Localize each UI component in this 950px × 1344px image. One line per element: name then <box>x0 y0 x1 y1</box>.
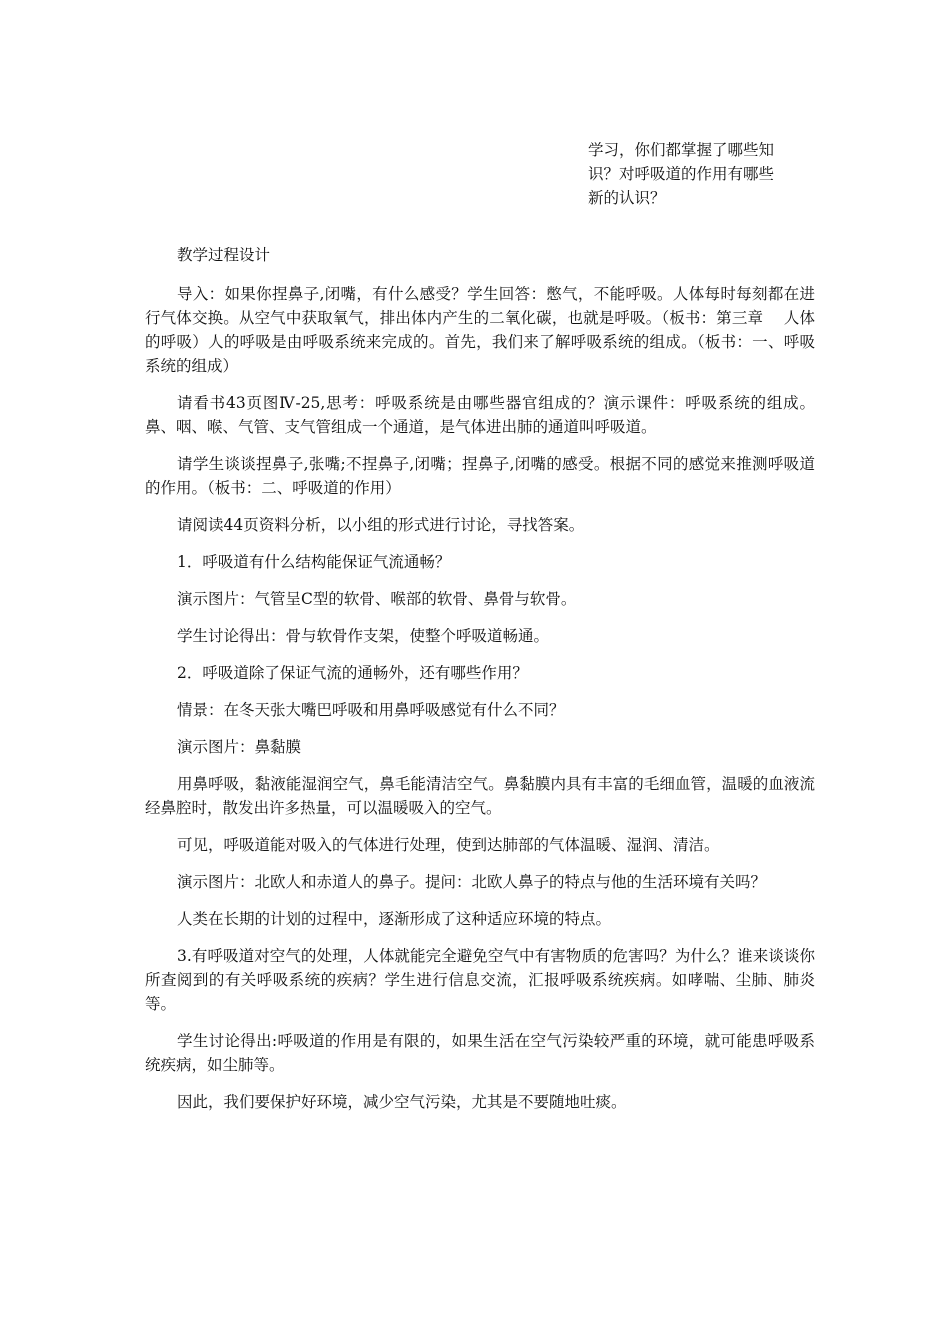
side-note-line: 学习，你们都掌握了哪些知 <box>588 141 775 159</box>
paragraph-nose-breathing: 用鼻呼吸，黏液能湿润空气，鼻毛能清洁空气。鼻黏膜内具有丰富的毛细血管，温暖的血液流经鼻腔时，散发出许多热量，可以温暖吸入的空气。 <box>145 775 815 817</box>
paragraph-textbook-figure: 请看书43页图Ⅳ-25,思考：呼吸系统是由哪些器官组成的？演示课件：呼吸系统的组成。鼻、咽、喉、气管、支气管组成一个通道，是气体进出肺的通道叫呼吸道。 <box>145 394 815 436</box>
paragraph-airway-processing: 可见，呼吸道能对吸入的气体进行处理，使到达肺部的气体温暖、湿润、清洁。 <box>177 836 720 854</box>
side-note <box>588 138 818 210</box>
paragraph-final: 因此，我们要保护好环境，减少空气污染，尤其是不要随地吐痰。 <box>177 1093 627 1111</box>
paragraph-demo-cartilage: 演示图片：气管呈C型的软骨、喉部的软骨、鼻骨与软骨。 <box>177 590 577 608</box>
paragraph-question-3: 3.有呼吸道对空气的处理，人体就能完全避免空气中有害物质的危害吗？为什么？谁来谈谈你所查阅到的有关呼吸系统的疾病？学生进行信息交流，汇报呼吸系统疾病。如哮喘、尘肺、肺炎等。 <box>145 947 815 1013</box>
paragraph-question-2: 2．呼吸道除了保证气流的通畅外，还有哪些作用？ <box>177 664 528 682</box>
paragraph-demo-mucosa: 演示图片：鼻黏膜 <box>177 738 302 756</box>
paragraph-demo-noses: 演示图片：北欧人和赤道人的鼻子。提问：北欧人鼻子的特点与他的生活环境有关吗？ <box>177 873 767 891</box>
paragraph-conclusion-3: 学生讨论得出:呼吸道的作用是有限的，如果生活在空气污染较严重的环境，就可能患呼吸系统疾病，如尘肺等。 <box>145 1032 815 1074</box>
section-heading: 教学过程设计 <box>177 246 271 264</box>
paragraph-intro: 导入：如果你捏鼻子,闭嘴，有什么感受？学生回答：憋气，不能呼吸。人体每时每刻都在进行气体交换。从空气中获取氧气，排出体内产生的二氧化碳，也就是呼吸。（板书：第三章 人体的呼吸）人的呼吸是由呼吸系统来完成的。首先，我们来了解呼吸系统的组成。（板书：一、呼吸系统的组成） <box>145 285 815 375</box>
paragraph-reading-task: 请阅读44页资料分析，以小组的形式进行讨论，寻找答案。 <box>177 516 585 534</box>
side-note-line: 新的认识？ <box>588 189 666 207</box>
paragraph-scenario: 情景：在冬天张大嘴巴呼吸和用鼻呼吸感觉有什么不同？ <box>177 701 565 719</box>
paragraph-student-feeling: 请学生谈谈捏鼻子,张嘴;不捏鼻子,闭嘴；捏鼻子,闭嘴的感受。根据不同的感觉来推测呼吸道的作用。（板书：二、呼吸道的作用） <box>145 455 815 497</box>
paragraph-adaptation: 人类在长期的计划的过程中，逐渐形成了这种适应环境的特点。 <box>177 910 612 928</box>
main-content <box>145 243 815 1127</box>
paragraph-question-1: 1．呼吸道有什么结构能保证气流通畅？ <box>177 553 451 571</box>
paragraph-conclusion-1: 学生讨论得出：骨与软骨作支架，使整个呼吸道畅通。 <box>177 627 550 645</box>
side-note-line: 识？对呼吸道的作用有哪些 <box>588 165 775 183</box>
